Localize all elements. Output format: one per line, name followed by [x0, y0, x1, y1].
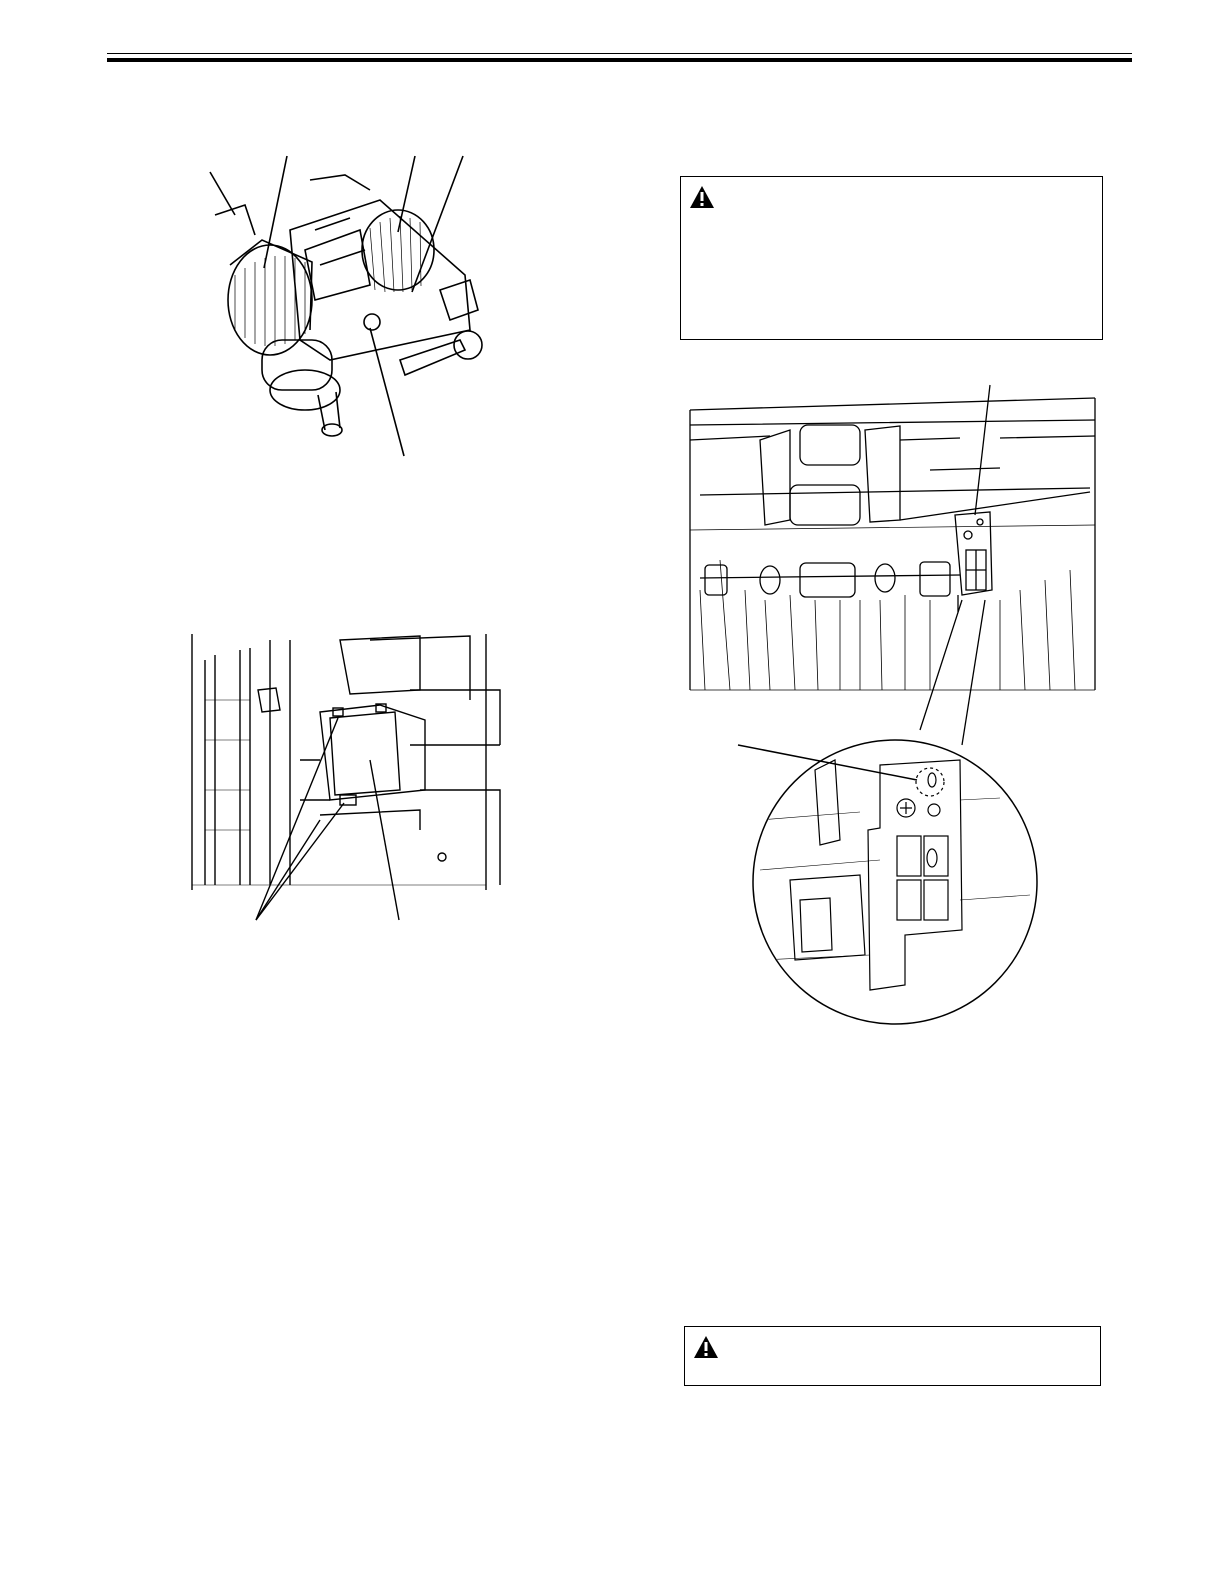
- figure-4-drawing: [738, 740, 1037, 1024]
